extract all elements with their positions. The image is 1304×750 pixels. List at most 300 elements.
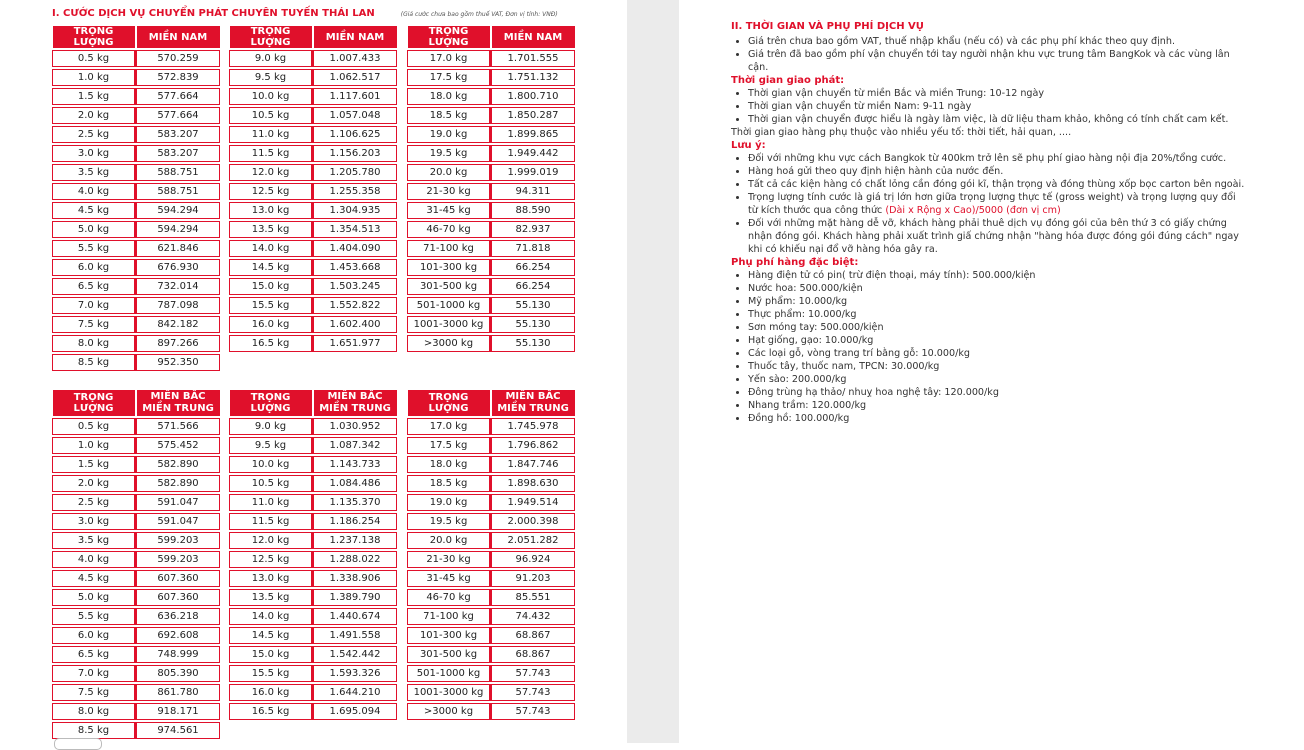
header-weight: TRỌNG LƯỢNG — [230, 390, 313, 416]
table-row — [53, 609, 220, 625]
price-cell: 1.354.513 — [313, 222, 397, 238]
price-cell: 85.551 — [491, 590, 575, 606]
price-cell: 570.259 — [136, 51, 220, 67]
price-cell: 572.839 — [136, 70, 220, 86]
weight-cell: 5.0 kg — [53, 222, 136, 238]
weight-cell: 8.5 kg — [53, 723, 136, 739]
price-table-south-1 — [52, 26, 220, 373]
weight-cell: 71-100 kg — [408, 609, 491, 625]
table-row — [408, 457, 575, 473]
table-row — [53, 723, 220, 739]
price-cell: 1.255.358 — [313, 184, 397, 200]
weight-cell: 15.0 kg — [230, 279, 313, 295]
weight-cell: 15.5 kg — [230, 298, 313, 314]
price-cell: 1.695.094 — [313, 704, 397, 720]
intro-list — [731, 35, 1246, 74]
list-item: • Nước hoa: 500.000/kiện — [748, 282, 1246, 295]
table-row — [230, 127, 397, 143]
list-item: • Đông trùng hạ thảo/ nhuỵ hoa nghệ tây: 120.000/kg — [748, 386, 1246, 399]
table-row — [230, 666, 397, 682]
table-row — [230, 279, 397, 295]
delivery-note: Thời gian giao hàng phụ thuộc vào nhiều yếu tố: thời tiết, hải quan, .... — [731, 127, 1072, 138]
price-cell: 96.924 — [491, 552, 575, 568]
list-item: • Đối với những khu vực cách Bangkok từ 400km trở lên sẽ phụ phí giao hàng nội địa 20%/tổng cước. — [748, 152, 1246, 165]
table-row — [230, 495, 397, 511]
price-cell: 1.593.326 — [313, 666, 397, 682]
table-row — [53, 127, 220, 143]
price-cell: 74.432 — [491, 609, 575, 625]
table-row — [408, 241, 575, 257]
weight-cell: 5.0 kg — [53, 590, 136, 606]
header-weight: TRỌNG LƯỢNG — [230, 26, 313, 48]
section1-note: (Giá cước chưa bao gồm thuế VAT, Đơn vị tính: VNĐ) — [400, 11, 558, 18]
price-cell: 748.999 — [136, 647, 220, 663]
list-item: • Thời gian vận chuyển được hiểu là ngày làm việc, là dữ liệu tham khảo, không có tính chất cam kết. — [748, 113, 1246, 126]
weight-cell: 3.0 kg — [53, 514, 136, 530]
price-cell: 1.949.442 — [491, 146, 575, 162]
list-item: • Đồng hồ: 100.000/kg — [748, 412, 1246, 425]
weight-cell: 4.5 kg — [53, 203, 136, 219]
price-cell: 575.452 — [136, 438, 220, 454]
list-item: • Mỹ phẩm: 10.000/kg — [748, 295, 1246, 308]
list-item: • Tất cả các kiện hàng có chất lỏng cần đóng gói kĩ, thận trọng và đóng thùng xốp bọc carton bên ngoài. — [748, 178, 1246, 191]
list-item — [748, 191, 1246, 217]
table-row — [408, 317, 575, 333]
table-row — [408, 704, 575, 720]
weight-cell: 501-1000 kg — [408, 666, 491, 682]
table-row — [230, 609, 397, 625]
price-cell: 1.186.254 — [313, 514, 397, 530]
weight-cell: 7.0 kg — [53, 666, 136, 682]
price-cell: 66.254 — [491, 260, 575, 276]
weight-cell: 9.0 kg — [230, 419, 313, 435]
list-item: • Thời gian vận chuyển từ miền Nam: 9-11 ngày — [748, 100, 1246, 113]
table-row — [53, 419, 220, 435]
weight-cell: 1.5 kg — [53, 89, 136, 105]
weight-cell: 17.0 kg — [408, 419, 491, 435]
price-cell: 82.937 — [491, 222, 575, 238]
table-row — [408, 609, 575, 625]
weight-cell: 15.5 kg — [230, 666, 313, 682]
list-item: • Thực phẩm: 10.000/kg — [748, 308, 1246, 321]
table-row — [53, 552, 220, 568]
price-cell: 68.867 — [491, 647, 575, 663]
weight-cell: 10.0 kg — [230, 457, 313, 473]
price-cell: 607.360 — [136, 590, 220, 606]
price-cell: 577.664 — [136, 108, 220, 124]
weight-cell: 11.5 kg — [230, 146, 313, 162]
weight-cell: 6.5 kg — [53, 647, 136, 663]
weight-cell: 7.5 kg — [53, 317, 136, 333]
table-row — [408, 146, 575, 162]
delivery-list — [731, 87, 1246, 126]
price-cell: 1.491.558 — [313, 628, 397, 644]
price-cell: 1.106.625 — [313, 127, 397, 143]
table-row — [408, 184, 575, 200]
price-cell: 607.360 — [136, 571, 220, 587]
table-row — [230, 165, 397, 181]
table-row — [230, 317, 397, 333]
weight-cell: 501-1000 kg — [408, 298, 491, 314]
weight-cell: 12.0 kg — [230, 533, 313, 549]
weight-cell: 1001-3000 kg — [408, 685, 491, 701]
table-row — [53, 628, 220, 644]
header-price — [136, 390, 220, 416]
table-row — [53, 203, 220, 219]
weight-cell: 46-70 kg — [408, 590, 491, 606]
price-table-north-1 — [52, 390, 220, 741]
weight-cell: 19.0 kg — [408, 127, 491, 143]
price-cell: 787.098 — [136, 298, 220, 314]
price-cell: 55.130 — [491, 336, 575, 352]
price-cell: 1.542.442 — [313, 647, 397, 663]
table-row — [230, 108, 397, 124]
weight-cell: 6.0 kg — [53, 628, 136, 644]
page-footer-stub — [54, 738, 102, 750]
weight-cell: 5.5 kg — [53, 241, 136, 257]
table-row — [230, 241, 397, 257]
weight-cell: >3000 kg — [408, 336, 491, 352]
price-cell: 2.051.282 — [491, 533, 575, 549]
list-item: • Thời gian vận chuyển từ miền Bắc và miền Trung: 10-12 ngày — [748, 87, 1246, 100]
table-row — [408, 590, 575, 606]
weight-cell: 301-500 kg — [408, 279, 491, 295]
price-cell: 1.651.977 — [313, 336, 397, 352]
table-row — [230, 260, 397, 276]
table-row — [408, 279, 575, 295]
list-item: • Hàng hoá gửi theo quy định hiện hành của nước đến. — [748, 165, 1246, 178]
weight-cell: 13.5 kg — [230, 590, 313, 606]
weight-cell: 16.5 kg — [230, 704, 313, 720]
price-cell: 594.294 — [136, 203, 220, 219]
table-row — [53, 279, 220, 295]
weight-cell: 3.5 kg — [53, 533, 136, 549]
table-row — [408, 260, 575, 276]
weight-cell: 5.5 kg — [53, 609, 136, 625]
weight-cell: 2.0 kg — [53, 476, 136, 492]
table-row — [230, 457, 397, 473]
price-cell: 1.117.601 — [313, 89, 397, 105]
price-cell: 1.899.865 — [491, 127, 575, 143]
list-item: • Hạt giống, gạo: 10.000/kg — [748, 334, 1246, 347]
surcharge-heading: Phụ phí hàng đặc biệt: — [731, 257, 859, 268]
table-row — [53, 666, 220, 682]
weight-cell: 13.0 kg — [230, 203, 313, 219]
table-row — [408, 533, 575, 549]
table-row — [408, 336, 575, 352]
price-cell: 861.780 — [136, 685, 220, 701]
section2 — [731, 20, 1246, 425]
weight-cell: 10.5 kg — [230, 108, 313, 124]
weight-cell: >3000 kg — [408, 704, 491, 720]
weight-cell: 18.5 kg — [408, 108, 491, 124]
table-row — [230, 647, 397, 663]
table-row — [408, 222, 575, 238]
weight-cell: 4.0 kg — [53, 552, 136, 568]
price-cell: 94.311 — [491, 184, 575, 200]
list-item: • Sơn móng tay: 500.000/kiện — [748, 321, 1246, 334]
weight-cell: 7.0 kg — [53, 298, 136, 314]
surcharge-list — [731, 269, 1246, 425]
price-cell: 582.890 — [136, 457, 220, 473]
price-cell: 66.254 — [491, 279, 575, 295]
weight-cell: 101-300 kg — [408, 260, 491, 276]
price-cell: 1.156.203 — [313, 146, 397, 162]
price-cell: 594.294 — [136, 222, 220, 238]
header-weight: TRỌNG LƯỢNG — [53, 26, 136, 48]
weight-cell: 20.0 kg — [408, 533, 491, 549]
table-row — [230, 438, 397, 454]
price-cell: 57.743 — [491, 704, 575, 720]
price-cell: 1.552.822 — [313, 298, 397, 314]
price-cell: 71.818 — [491, 241, 575, 257]
weight-cell: 12.5 kg — [230, 552, 313, 568]
price-cell: 692.608 — [136, 628, 220, 644]
header-price: MIỀN NAM — [313, 26, 397, 48]
table-row — [408, 127, 575, 143]
price-cell: 591.047 — [136, 514, 220, 530]
price-cell: 1.847.746 — [491, 457, 575, 473]
list-item: • Nhang trầm: 120.000/kg — [748, 399, 1246, 412]
price-cell: 1.602.400 — [313, 317, 397, 333]
page-gutter — [627, 0, 679, 743]
price-table-south-3 — [407, 26, 575, 354]
weight-cell: 3.0 kg — [53, 146, 136, 162]
price-cell: 588.751 — [136, 184, 220, 200]
price-cell: 583.207 — [136, 146, 220, 162]
price-cell: 1.205.780 — [313, 165, 397, 181]
weight-cell: 21-30 kg — [408, 184, 491, 200]
table-row — [408, 552, 575, 568]
price-cell: 599.203 — [136, 552, 220, 568]
weight-cell: 1.0 kg — [53, 70, 136, 86]
table-row — [408, 514, 575, 530]
weight-cell: 1.5 kg — [53, 457, 136, 473]
header-price: MIỀN NAM — [491, 26, 575, 48]
price-cell: 1.084.486 — [313, 476, 397, 492]
price-cell: 588.751 — [136, 165, 220, 181]
table-row — [408, 476, 575, 492]
weight-cell: 6.0 kg — [53, 260, 136, 276]
price-cell: 583.207 — [136, 127, 220, 143]
price-cell: 842.182 — [136, 317, 220, 333]
price-cell: 636.218 — [136, 609, 220, 625]
price-cell: 1.503.245 — [313, 279, 397, 295]
table-row — [230, 514, 397, 530]
weight-cell: 21-30 kg — [408, 552, 491, 568]
weight-cell: 2.5 kg — [53, 495, 136, 511]
price-cell: 1.800.710 — [491, 89, 575, 105]
table-row — [53, 241, 220, 257]
price-cell: 1.304.935 — [313, 203, 397, 219]
table-row — [408, 108, 575, 124]
price-cell: 1.143.733 — [313, 457, 397, 473]
weight-cell: 16.0 kg — [230, 685, 313, 701]
weight-cell: 71-100 kg — [408, 241, 491, 257]
table-row — [53, 184, 220, 200]
table-row — [230, 552, 397, 568]
weight-cell: 8.5 kg — [53, 355, 136, 371]
header-weight: TRỌNG LƯỢNG — [408, 26, 491, 48]
weight-cell: 10.0 kg — [230, 89, 313, 105]
price-cell: 1.898.630 — [491, 476, 575, 492]
weight-cell: 18.5 kg — [408, 476, 491, 492]
price-table-north-3 — [407, 390, 575, 722]
table-row — [230, 533, 397, 549]
price-cell: 1.644.210 — [313, 685, 397, 701]
weight-cell: 17.0 kg — [408, 51, 491, 67]
table-row — [408, 165, 575, 181]
price-cell: 1.057.048 — [313, 108, 397, 124]
price-cell: 55.130 — [491, 317, 575, 333]
price-cell: 1.701.555 — [491, 51, 575, 67]
weight-cell: 2.0 kg — [53, 108, 136, 124]
header-weight: TRỌNG LƯỢNG — [408, 390, 491, 416]
table-row — [53, 685, 220, 701]
table-row — [408, 51, 575, 67]
weight-cell: 0.5 kg — [53, 419, 136, 435]
table-row — [408, 70, 575, 86]
price-cell: 805.390 — [136, 666, 220, 682]
table-row — [408, 203, 575, 219]
weight-cell: 11.5 kg — [230, 514, 313, 530]
price-cell: 1.949.514 — [491, 495, 575, 511]
weight-cell: 301-500 kg — [408, 647, 491, 663]
weight-cell: 19.5 kg — [408, 514, 491, 530]
weight-cell: 9.0 kg — [230, 51, 313, 67]
list-item: • Hàng điện tử có pin( trừ điện thoại, máy tính): 500.000/kiện — [748, 269, 1246, 282]
weight-cell: 14.0 kg — [230, 241, 313, 257]
price-cell: 1.288.022 — [313, 552, 397, 568]
table-row — [408, 666, 575, 682]
table-row — [53, 438, 220, 454]
price-cell: 591.047 — [136, 495, 220, 511]
table-row — [230, 89, 397, 105]
section2-title: II. THỜI GIAN VÀ PHỤ PHÍ DỊCH VỤ — [731, 21, 924, 32]
table-row — [53, 476, 220, 492]
weight-cell: 14.5 kg — [230, 628, 313, 644]
table-row — [53, 457, 220, 473]
list-item: • Thuốc tây, thuốc nam, TPCN: 30.000/kg — [748, 360, 1246, 373]
price-cell: 2.000.398 — [491, 514, 575, 530]
table-row — [408, 685, 575, 701]
weight-cell: 10.5 kg — [230, 476, 313, 492]
table-row — [230, 184, 397, 200]
table-row — [53, 298, 220, 314]
table-row — [408, 438, 575, 454]
delivery-heading: Thời gian giao phát: — [731, 75, 845, 86]
price-cell: 1.850.287 — [491, 108, 575, 124]
weight-cell: 19.5 kg — [408, 146, 491, 162]
table-row — [53, 495, 220, 511]
table-row — [230, 146, 397, 162]
weight-cell: 16.5 kg — [230, 336, 313, 352]
price-cell: 88.590 — [491, 203, 575, 219]
price-cell: 599.203 — [136, 533, 220, 549]
price-cell: 1.440.674 — [313, 609, 397, 625]
table-row — [53, 571, 220, 587]
table-row — [408, 495, 575, 511]
price-cell: 1.745.978 — [491, 419, 575, 435]
weight-cell: 1001-3000 kg — [408, 317, 491, 333]
header-weight: TRỌNG LƯỢNG — [53, 390, 136, 416]
price-cell: 1.007.433 — [313, 51, 397, 67]
header-price-line2: MIỀN TRUNG — [142, 403, 214, 414]
table-row — [230, 51, 397, 67]
price-cell: 1.135.370 — [313, 495, 397, 511]
price-cell: 1.338.906 — [313, 571, 397, 587]
price-cell: 577.664 — [136, 89, 220, 105]
price-cell: 732.014 — [136, 279, 220, 295]
header-price-line1: MIỀN BẮC — [150, 391, 206, 402]
table-row — [53, 70, 220, 86]
table-row — [53, 108, 220, 124]
weight-cell: 13.0 kg — [230, 571, 313, 587]
price-cell: 1.389.790 — [313, 590, 397, 606]
price-cell: 1.796.862 — [491, 438, 575, 454]
table-row — [53, 514, 220, 530]
table-row — [53, 533, 220, 549]
table-row — [53, 317, 220, 333]
header-price — [491, 390, 575, 416]
weight-cell: 17.5 kg — [408, 70, 491, 86]
price-cell: 57.743 — [491, 666, 575, 682]
header-price-line2: MIỀN TRUNG — [319, 403, 391, 414]
header-price — [313, 390, 397, 416]
table-row — [230, 222, 397, 238]
price-table-south-2 — [229, 26, 397, 354]
table-row — [230, 419, 397, 435]
price-cell: 621.846 — [136, 241, 220, 257]
weight-cell: 19.0 kg — [408, 495, 491, 511]
table-row — [230, 203, 397, 219]
table-row — [230, 476, 397, 492]
list-item: • Yến sào: 200.000/kg — [748, 373, 1246, 386]
notes-heading: Lưu ý: — [731, 140, 766, 151]
table-row — [53, 336, 220, 352]
price-cell: 897.266 — [136, 336, 220, 352]
table-row — [53, 647, 220, 663]
price-cell: 1.237.138 — [313, 533, 397, 549]
table-row — [408, 419, 575, 435]
price-cell: 1.404.090 — [313, 241, 397, 257]
weight-cell: 4.0 kg — [53, 184, 136, 200]
list-item: • Giá trên đã bao gồm phí vận chuyển tới tay người nhận khu vực trung tâm BangKok và các vùng lân cận. — [748, 48, 1246, 74]
price-cell: 57.743 — [491, 685, 575, 701]
list-item: • Đối với những mặt hàng dễ vỡ, khách hàng phải thuê dịch vụ đóng gói của bên thứ 3 có giấy chứng nhận đóng gói. Khách hàng phải xuất trình giấ chứng nhận "hàng hóa được đóng gói đúng cách" ngay khi có khiếu nại đổ vỡ hàng hóa gây ra. — [748, 217, 1246, 256]
price-cell: 91.203 — [491, 571, 575, 587]
weight-cell: 31-45 kg — [408, 203, 491, 219]
table-row — [53, 704, 220, 720]
weight-cell: 4.5 kg — [53, 571, 136, 587]
weight-cell: 31-45 kg — [408, 571, 491, 587]
weight-cell: 18.0 kg — [408, 89, 491, 105]
weight-cell: 2.5 kg — [53, 127, 136, 143]
list-item: • Giá trên chưa bao gồm VAT, thuế nhập khẩu (nếu có) và các phụ phí khác theo quy định. — [748, 35, 1246, 48]
weight-cell: 14.0 kg — [230, 609, 313, 625]
price-cell: 1.453.668 — [313, 260, 397, 276]
weight-cell: 9.5 kg — [230, 70, 313, 86]
price-cell: 1.062.517 — [313, 70, 397, 86]
price-cell: 974.561 — [136, 723, 220, 739]
table-row — [230, 571, 397, 587]
weight-cell: 13.5 kg — [230, 222, 313, 238]
price-cell: 1.087.342 — [313, 438, 397, 454]
weight-cell: 16.0 kg — [230, 317, 313, 333]
table-row — [230, 590, 397, 606]
price-cell: 1.751.132 — [491, 70, 575, 86]
weight-cell: 12.5 kg — [230, 184, 313, 200]
